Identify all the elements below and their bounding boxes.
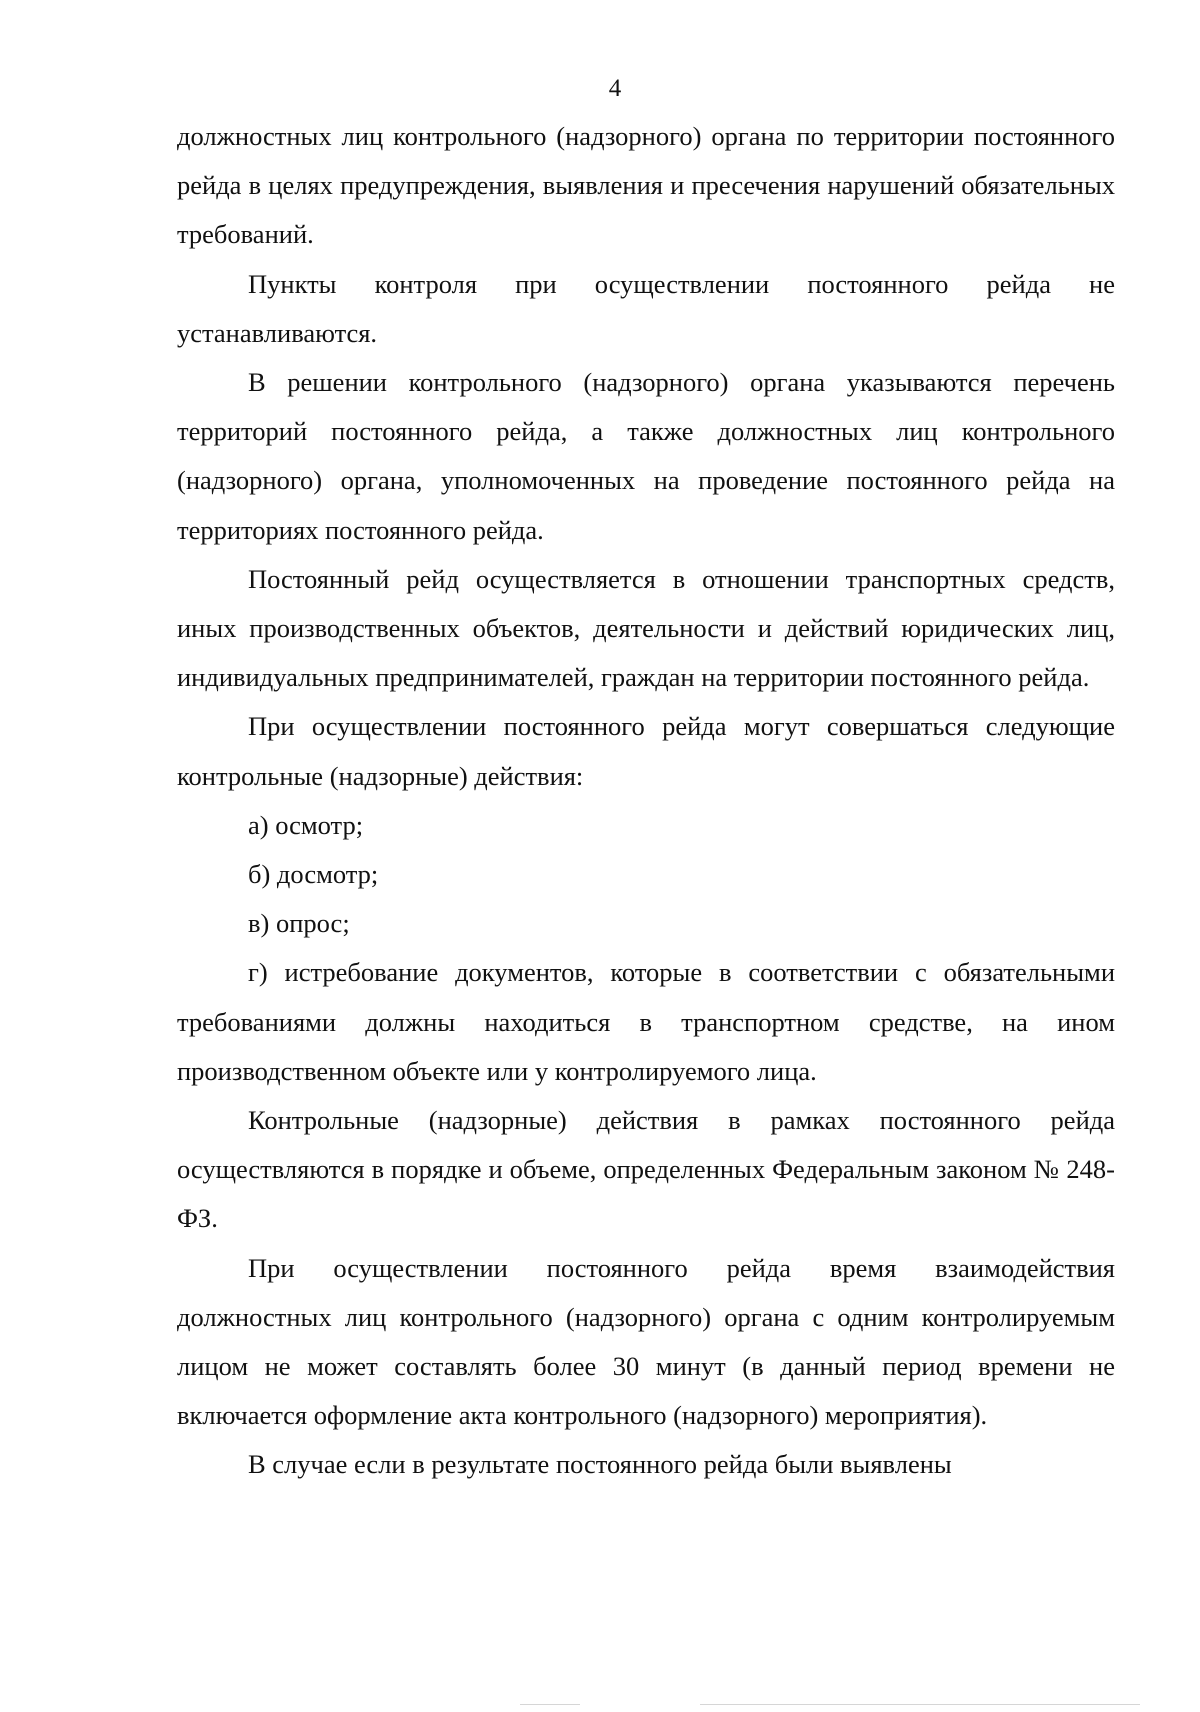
- list-item-survey: в) опрос;: [248, 908, 350, 939]
- paragraph-raid-scope: Постоянный рейд осуществляется в отношении транспортных средств, иных производственных объектов, деятельности и действий юридических лиц, индивидуальных предпринимателей, граждан на территории постоянного рейда.: [177, 563, 1115, 693]
- scan-artifact-line: [520, 1704, 580, 1705]
- paragraph-violations: В случае если в результате постоянного рейда были выявлены: [248, 1449, 952, 1480]
- scan-artifact-line: [700, 1704, 1140, 1705]
- paragraph-continuation: должностных лиц контрольного (надзорного) органа по территории постоянного рейда в целях предупреждения, выявления и пресечения нарушений обязательных требований.: [177, 121, 1115, 250]
- document-body: [177, 112, 1115, 1490]
- paragraph-procedure: Контрольные (надзорные) действия в рамках постоянного рейда осуществляются в порядке и объеме, определенных Федеральным законом № 248-ФЗ.: [177, 1105, 1115, 1234]
- page-number: 4: [608, 75, 622, 102]
- paragraph-decision: В решении контрольного (надзорного) органа указываются перечень территорий постоянного рейда, а также должностных лиц контрольного (надзорного) органа, уполномоченных на проведение постоянного рейда на территориях постоянного рейда.: [177, 367, 1115, 545]
- list-item-examination: б) досмотр;: [248, 859, 379, 890]
- paragraph-time-limit: При осуществлении постоянного рейда время взаимодействия должностных лиц контрольного (надзорного) органа с одним контролируемым лицом не может составлять более 30 минут (в данный период времени не включается оформление акта контрольного (надзорного) мероприятия).: [177, 1252, 1115, 1431]
- paragraph-actions-intro: При осуществлении постоянного рейда могут совершаться следующие контрольные (надзорные) действия:: [177, 711, 1115, 791]
- list-item-inspection: а) осмотр;: [248, 809, 364, 840]
- paragraph-control-points: Пункты контроля при осуществлении постоянного рейда не устанавливаются.: [177, 268, 1115, 348]
- paragraph-documents-request: г) истребование документов, которые в соответствии с обязательными требованиями должны находиться в транспортном средстве, на ином производственном объекте или у контролируемого лица.: [177, 957, 1115, 1086]
